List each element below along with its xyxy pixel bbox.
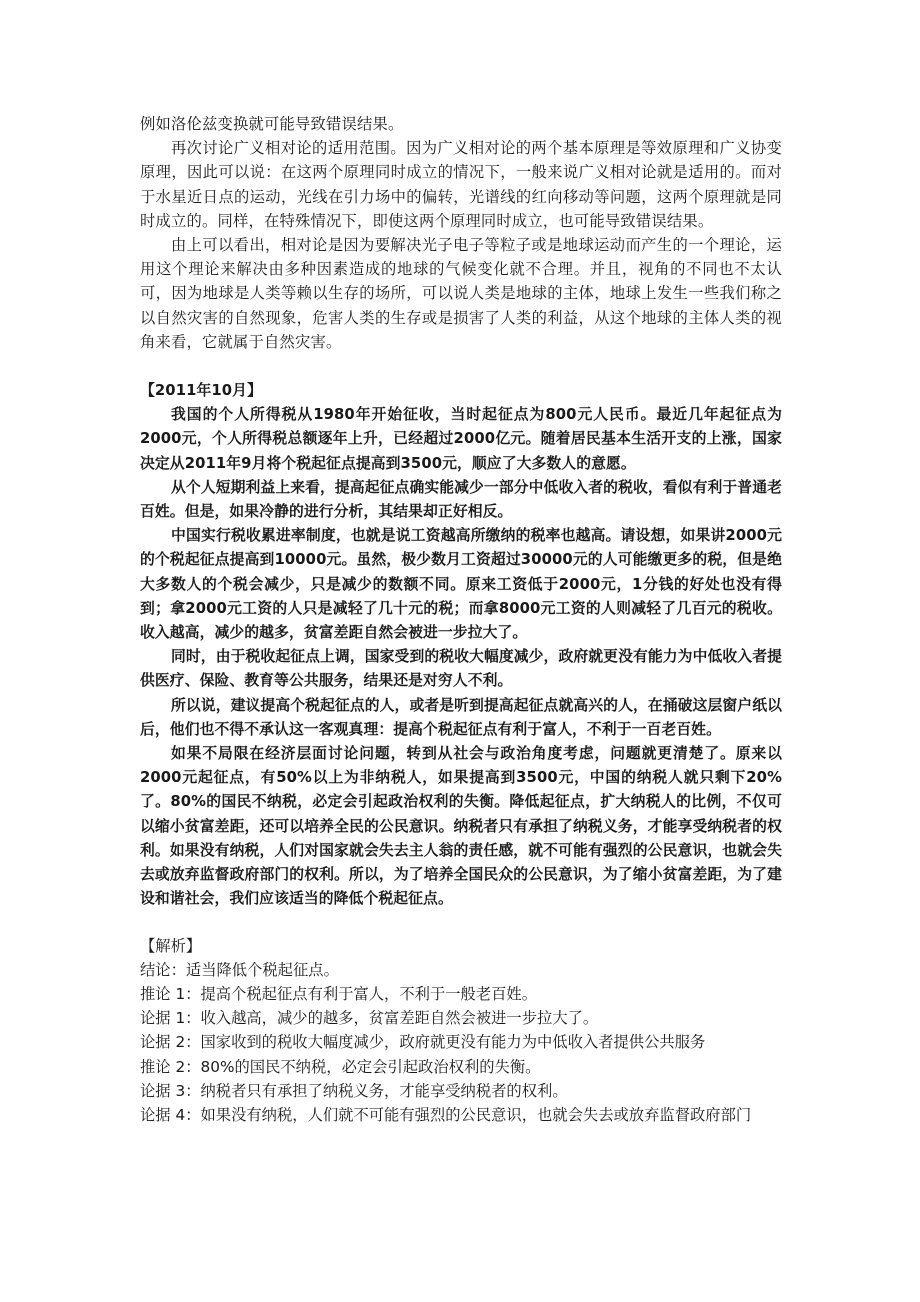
analysis-line: 推论 1：提高个税起征点有利于富人，不利于一般老百姓。 [140,984,538,1003]
paragraph-short-term: 从个人短期利益上来看，提高起征点确实能减少一部分中低收入者的税收，看似有利于普通老百姓。但是，如果冷静的进行分析，其结果却正好相反。 [140,478,782,521]
analysis-line: 推论 2：80%的国民不纳税，必定会引起政治权利的失衡。 [140,1057,541,1076]
section-heading-2011-10: 【2011年10月】 [140,382,262,400]
paragraph-political: 如果不局限在经济层面讨论问题，转到从社会与政治角度考虑，问题就更清楚了。原来以2000元起征点，有50%以上为非纳税人，如果提高到3500元，中国的纳税人就只剩下20%了。80%的国民不纳税，必定会引起政治权利的失衡。降低起征点，扩大纳税人的比例，不仅可以缩小贫富差距，还可以培养全民的公民意识。纳税者只有承担了纳税义务，才能享受纳税者的权利。如果没有纳税，人们对国家就会失去主人翁的责任感，就不可能有强烈的公民意识，也就会失去或放弃监督政府部门的权利。所以，为了培养全国民众的公民意识，为了缩小贫富差距，为了建设和谐社会，我们应该适当的降低个税起征点。 [140,745,782,908]
analysis-line: 论据 2：国家收到的税收大幅度减少，政府就更没有能力为中低收入者提供公共服务 [140,1033,706,1052]
analysis-heading: 【解析】 [140,936,202,955]
analysis-line: 论据 1：收入越高，减少的越多，贫富差距自然会被进一步拉大了。 [140,1009,599,1028]
document-page [140,112,782,1127]
paragraph-relativity-conclusion: 由上可以看出，相对论是因为要解决光子电子等粒子或是地球运动而产生的一个理论，运用这个理论来解决由多种因素造成的地球的气候变化就不合理。并且，视角的不同也不太认可，因为地球是人类等赖以生存的场所，可以说人类是地球的主体，地球上发生一些我们称之以自然灾害的自然现象，危害人类的生存或是损害了人类的利益，从这个地球的主体人类的视角来看，它就属于自然灾害。 [140,236,782,351]
paragraph-tax-history: 我国的个人所得税从1980年开始征收，当时起征点为800元人民币。最近几年起征点为2000元，个人所得税总额逐年上升，已经超过2000亿元。随着居民基本生活开支的上涨，国家决定从2011年9月将个税起征点提高到3500元，顺应了大多数人的意愿。 [140,406,782,472]
paragraph-continuation: 例如洛伦兹变换就可能导致错误结果。 [140,115,404,133]
analysis-line: 论据 4：如果没有纳税，人们就不可能有强烈的公民意识，也就会失去或放弃监督政府部门 [140,1105,752,1124]
analysis-section [140,934,782,1128]
analysis-line: 结论：适当降低个税起征点。 [140,960,339,979]
paragraph-progressive-tax: 中国实行税收累进率制度，也就是说工资越高所缴纳的税率也越高。请设想，如果讲2000元的个税起征点提高到10000元。虽然，极少数月工资超过30000元的人可能缴更多的税，但是绝大多数人的个税会减少，只是减少的数额不同。原来工资低于2000元，1分钱的好处也没有得到；拿2000元工资的人只是减轻了几十元的税；而拿8000元工资的人则减轻了几百元的税收。收入越高，减少的越多，贫富差距自然会被进一步拉大了。 [140,527,782,642]
paragraph-relativity-scope: 再次讨论广义相对论的适用范围。因为广义相对论的两个基本原理是等效原理和广义协变原理，因此可以说：在这两个原理同时成立的情况下，一般来说广义相对论就是适用的。而对于水星近日点的运动，光线在引力场中的偏转，光谱线的红向移动等问题，这两个原理就是同时成立的。同样，在特殊情况下，即使这两个原理同时成立，也可能导致错误结果。 [140,139,782,230]
paragraph-public-services: 同时，由于税收起征点上调，国家受到的税收大幅度减少，政府就更没有能力为中低收入者提供医疗、保险、教育等公共服务，结果还是对穷人不利。 [140,648,782,690]
paragraph-conclusion-rich: 所以说，建议提高个税起征点的人，或者是听到提高起征点就高兴的人，在捅破这层窗户纸以后，他们也不得不承认这一客观真理：提高个税起征点有利于富人，不利于一百老百姓。 [140,696,782,738]
analysis-line: 论据 3：纳税者只有承担了纳税义务，才能享受纳税者的权利。 [140,1081,568,1100]
